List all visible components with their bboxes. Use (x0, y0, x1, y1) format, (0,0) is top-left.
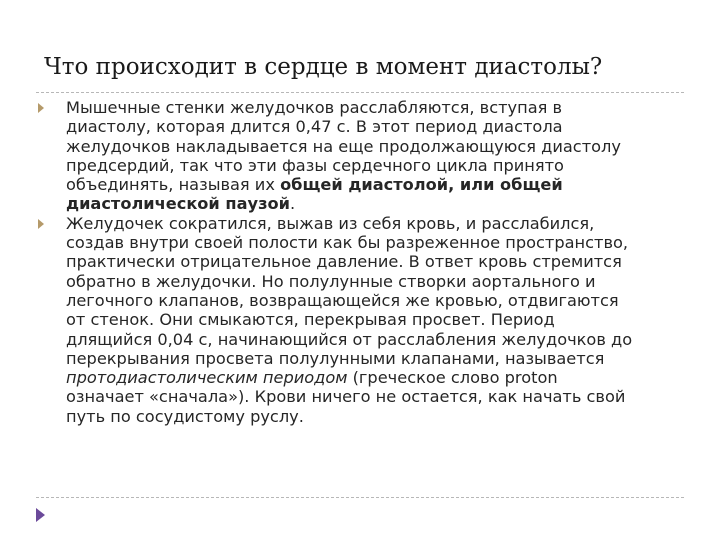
text-line: предсердий, так что эти фазы сердечного цикла принято (66, 155, 564, 175)
text-line: желудочков накладывается на еще продолжающуюся диастолу (66, 136, 621, 156)
triangle-bullet-icon (38, 219, 44, 229)
triangle-bullet-icon (38, 103, 44, 113)
bullet-item-2 (38, 214, 688, 426)
text-line: означает «сначала»). Крови ничего не остается, как начать свой (66, 387, 626, 407)
bullet-item-1 (38, 98, 688, 214)
text-line: длящийся 0,04 с, начинающийся от расслабления желудочков до (66, 329, 633, 349)
triangle-nav-icon (36, 508, 45, 522)
text-line: Желудочек сократился, выжав из себя кровь, и расслабился, (66, 213, 595, 233)
text-line: от стенок. Они смыкаются, перекрывая просвет. Период (66, 310, 555, 330)
italic-term: протодиастолическим периодом (66, 368, 348, 388)
text-line: диастолу, которая длится 0,47 с. В этот период диастола (66, 117, 563, 137)
text-line: диастолической паузой. (66, 194, 296, 214)
text-line: обратно в желудочки. Но полулунные створки аортального и (66, 271, 596, 291)
slide-content (38, 98, 688, 426)
text-line: объединять, называя их общей диастолой, или общей (66, 175, 563, 195)
text-line: перекрывания просвета полулунными клапанами, называется (66, 348, 605, 368)
text-line: Мышечные стенки желудочков расслабляются, вступая в (66, 98, 563, 117)
bullet-text-1 (66, 98, 688, 214)
text-line: протодиастолическим периодом (греческое слово proton (66, 368, 558, 388)
text-line: путь по сосудистому руслу. (66, 406, 304, 426)
text-line: практически отрицательное давление. В ответ кровь стремится (66, 252, 622, 272)
bold-term: общей диастолой, или общей (280, 175, 563, 195)
slide-title: Что происходит в сердце в момент диастолы? (44, 54, 603, 80)
bullet-text-2 (66, 214, 688, 426)
text-line: создав внутри своей полости как бы разреженное пространство, (66, 233, 629, 253)
title-divider (36, 92, 684, 93)
footer-divider (36, 497, 684, 498)
text-line: легочного клапанов, возвращающейся же кровью, отдвигаются (66, 290, 619, 310)
bold-term: диастолической паузой (66, 194, 290, 214)
